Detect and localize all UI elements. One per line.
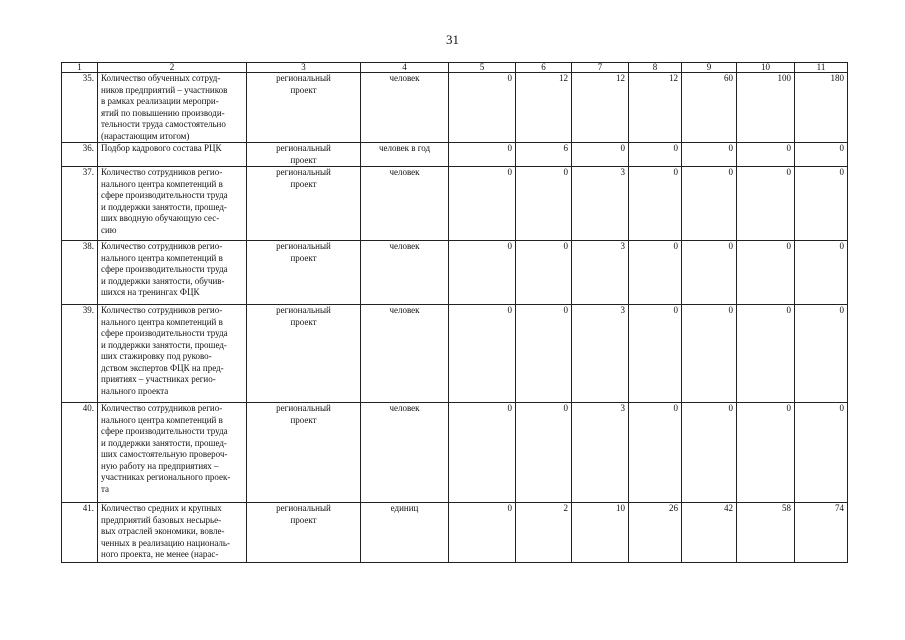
table-header-row [62, 63, 848, 73]
unit-of-measure: человек [361, 241, 449, 305]
value-col-10: 100 [737, 73, 795, 143]
value-col-11: 0 [795, 143, 848, 167]
value-col-9: 60 [682, 73, 737, 143]
value-col-5: 0 [449, 167, 516, 241]
indicator-source: региональный проект [247, 241, 361, 305]
value-col-6: 2 [516, 503, 572, 563]
value-col-11: 0 [795, 167, 848, 241]
value-col-9: 42 [682, 503, 737, 563]
indicator-name: Количество сотрудников регио- нального центра компетенций в сфере производительности труда и поддержки занятости, обучив- шихся на тренингах ФЦК [98, 241, 247, 305]
value-col-10: 0 [737, 305, 795, 403]
value-col-7: 3 [572, 167, 629, 241]
value-col-5: 0 [449, 403, 516, 503]
value-col-7: 0 [572, 143, 629, 167]
column-number-5: 5 [449, 63, 516, 73]
value-col-8: 26 [629, 503, 682, 563]
indicator-source: региональный проект [247, 403, 361, 503]
value-col-8: 0 [629, 167, 682, 241]
indicator-source: региональный проект [247, 167, 361, 241]
value-col-9: 0 [682, 305, 737, 403]
row-index: 38. [62, 241, 98, 305]
indicator-source: региональный проект [247, 73, 361, 143]
value-col-11: 0 [795, 403, 848, 503]
page-number: 31 [446, 32, 459, 47]
value-col-7: 12 [572, 73, 629, 143]
value-col-5: 0 [449, 241, 516, 305]
table-row [62, 73, 848, 143]
column-number-4: 4 [361, 63, 449, 73]
table-row [62, 143, 848, 167]
value-col-7: 3 [572, 241, 629, 305]
value-col-10: 0 [737, 241, 795, 305]
unit-of-measure: единиц [361, 503, 449, 563]
row-index: 37. [62, 167, 98, 241]
value-col-5: 0 [449, 143, 516, 167]
value-col-8: 12 [629, 73, 682, 143]
value-col-6: 0 [516, 167, 572, 241]
value-col-10: 0 [737, 143, 795, 167]
value-col-10: 0 [737, 403, 795, 503]
indicator-source: региональный проект [247, 503, 361, 563]
column-number-10: 10 [737, 63, 795, 73]
table-row [62, 167, 848, 241]
column-number-9: 9 [682, 63, 737, 73]
value-col-9: 0 [682, 241, 737, 305]
value-col-6: 0 [516, 403, 572, 503]
value-col-8: 0 [629, 305, 682, 403]
column-number-6: 6 [516, 63, 572, 73]
unit-of-measure: человек [361, 167, 449, 241]
row-index: 35. [62, 73, 98, 143]
indicator-name: Количество сотрудников регио- нального центра компетенций в сфере производительности труда и поддержки занятости, прошед- ших стажировку под руково- дством экспертов ФЦК на пред- приятиях – участниках регио- нального проекта [98, 305, 247, 403]
row-index: 39. [62, 305, 98, 403]
value-col-7: 3 [572, 305, 629, 403]
column-number-7: 7 [572, 63, 629, 73]
value-col-9: 0 [682, 143, 737, 167]
value-col-11: 0 [795, 241, 848, 305]
value-col-11: 74 [795, 503, 848, 563]
row-index: 40. [62, 403, 98, 503]
column-number-3: 3 [247, 63, 361, 73]
indicator-name: Количество средних и крупных предприятий базовых несырье- вых отраслей экономики, вовле- ченных в реализацию националь- ного проекта, не менее (нарас- [98, 503, 247, 563]
column-number-1: 1 [62, 63, 98, 73]
value-col-6: 0 [516, 241, 572, 305]
value-col-7: 10 [572, 503, 629, 563]
value-col-11: 180 [795, 73, 848, 143]
indicator-name: Количество сотрудников регио- нального центра компетенций в сфере производительности труда и поддержки занятости, прошед- ших самостоятельную провероч- ную работу на предприятиях – участниках регионального проек- та [98, 403, 247, 503]
value-col-6: 0 [516, 305, 572, 403]
value-col-6: 12 [516, 73, 572, 143]
unit-of-measure: человек [361, 403, 449, 503]
value-col-6: 6 [516, 143, 572, 167]
value-col-5: 0 [449, 305, 516, 403]
indicator-source: региональный проект [247, 305, 361, 403]
value-col-8: 0 [629, 403, 682, 503]
indicator-source: региональный проект [247, 143, 361, 167]
table-row [62, 305, 848, 403]
value-col-9: 0 [682, 167, 737, 241]
column-number-11: 11 [795, 63, 848, 73]
value-col-5: 0 [449, 73, 516, 143]
value-col-8: 0 [629, 241, 682, 305]
column-number-8: 8 [629, 63, 682, 73]
value-col-9: 0 [682, 403, 737, 503]
value-col-8: 0 [629, 143, 682, 167]
table-row [62, 403, 848, 503]
unit-of-measure: человек в год [361, 143, 449, 167]
indicator-name: Подбор кадрового состава РЦК [98, 143, 247, 167]
table-row [62, 241, 848, 305]
value-col-5: 0 [449, 503, 516, 563]
unit-of-measure: человек [361, 73, 449, 143]
table-row [62, 503, 848, 563]
value-col-11: 0 [795, 305, 848, 403]
unit-of-measure: человек [361, 305, 449, 403]
value-col-10: 58 [737, 503, 795, 563]
value-col-7: 3 [572, 403, 629, 503]
indicators-table [61, 62, 848, 563]
value-col-10: 0 [737, 167, 795, 241]
indicator-name: Количество обученных сотруд- ников предприятий – участников в рамках реализации меропри- ятий по повышению производи- тельности труда самостоятельно (нарастающим итогом) [98, 73, 247, 143]
row-index: 36. [62, 143, 98, 167]
column-number-2: 2 [98, 63, 247, 73]
indicator-name: Количество сотрудников регио- нального центра компетенций в сфере производительности труда и поддержки занятости, прошед- ших вводную обучающую сес- сию [98, 167, 247, 241]
row-index: 41. [62, 503, 98, 563]
